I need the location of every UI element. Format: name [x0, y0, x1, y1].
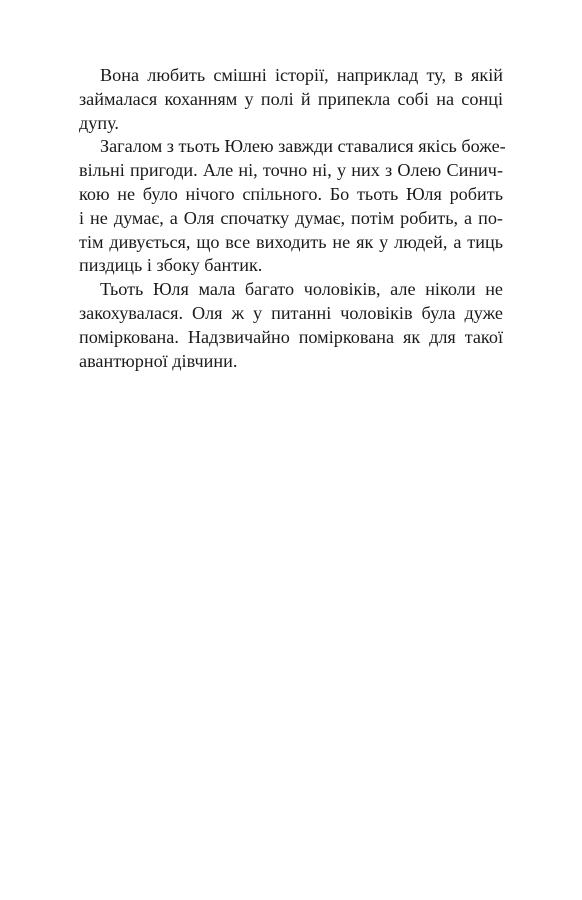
paragraph — [79, 64, 503, 135]
text-line: і не думає, а Оля спочатку думає, потім робить, а по- — [79, 207, 503, 228]
text-line: тім дивується, що все виходить не як у людей, а тиць — [79, 231, 503, 252]
text-line: закохувалася. Оля ж у питанні чоловіків була дуже — [79, 302, 503, 323]
text-line: поміркована. Надзвичайно поміркована як для такої — [79, 326, 503, 347]
text-line: Тьоть Юля мала багато чоловіків, але ніколи не — [100, 279, 503, 300]
text-line: пиздиць і збоку бантик. — [79, 255, 263, 276]
text-line: дупу. — [79, 112, 119, 133]
text-line: Загалом з тьоть Юлею завжди ставалися якісь боже- — [100, 136, 506, 157]
paragraph — [79, 278, 503, 373]
text-line: вільні пригоди. Але ні, точно ні, у них з Олею Синич- — [79, 160, 503, 181]
text-line: займалася коханням у полі й припекла собі на сонці — [79, 88, 503, 109]
paragraph — [79, 135, 506, 278]
text-line: авантюрної дівчини. — [79, 350, 238, 371]
text-line: кою не було нічого спільного. Бо тьоть Юля робить — [79, 183, 503, 204]
text-line: Вона любить смішні історії, наприклад ту, в якій — [100, 65, 503, 85]
body-text — [79, 64, 506, 373]
